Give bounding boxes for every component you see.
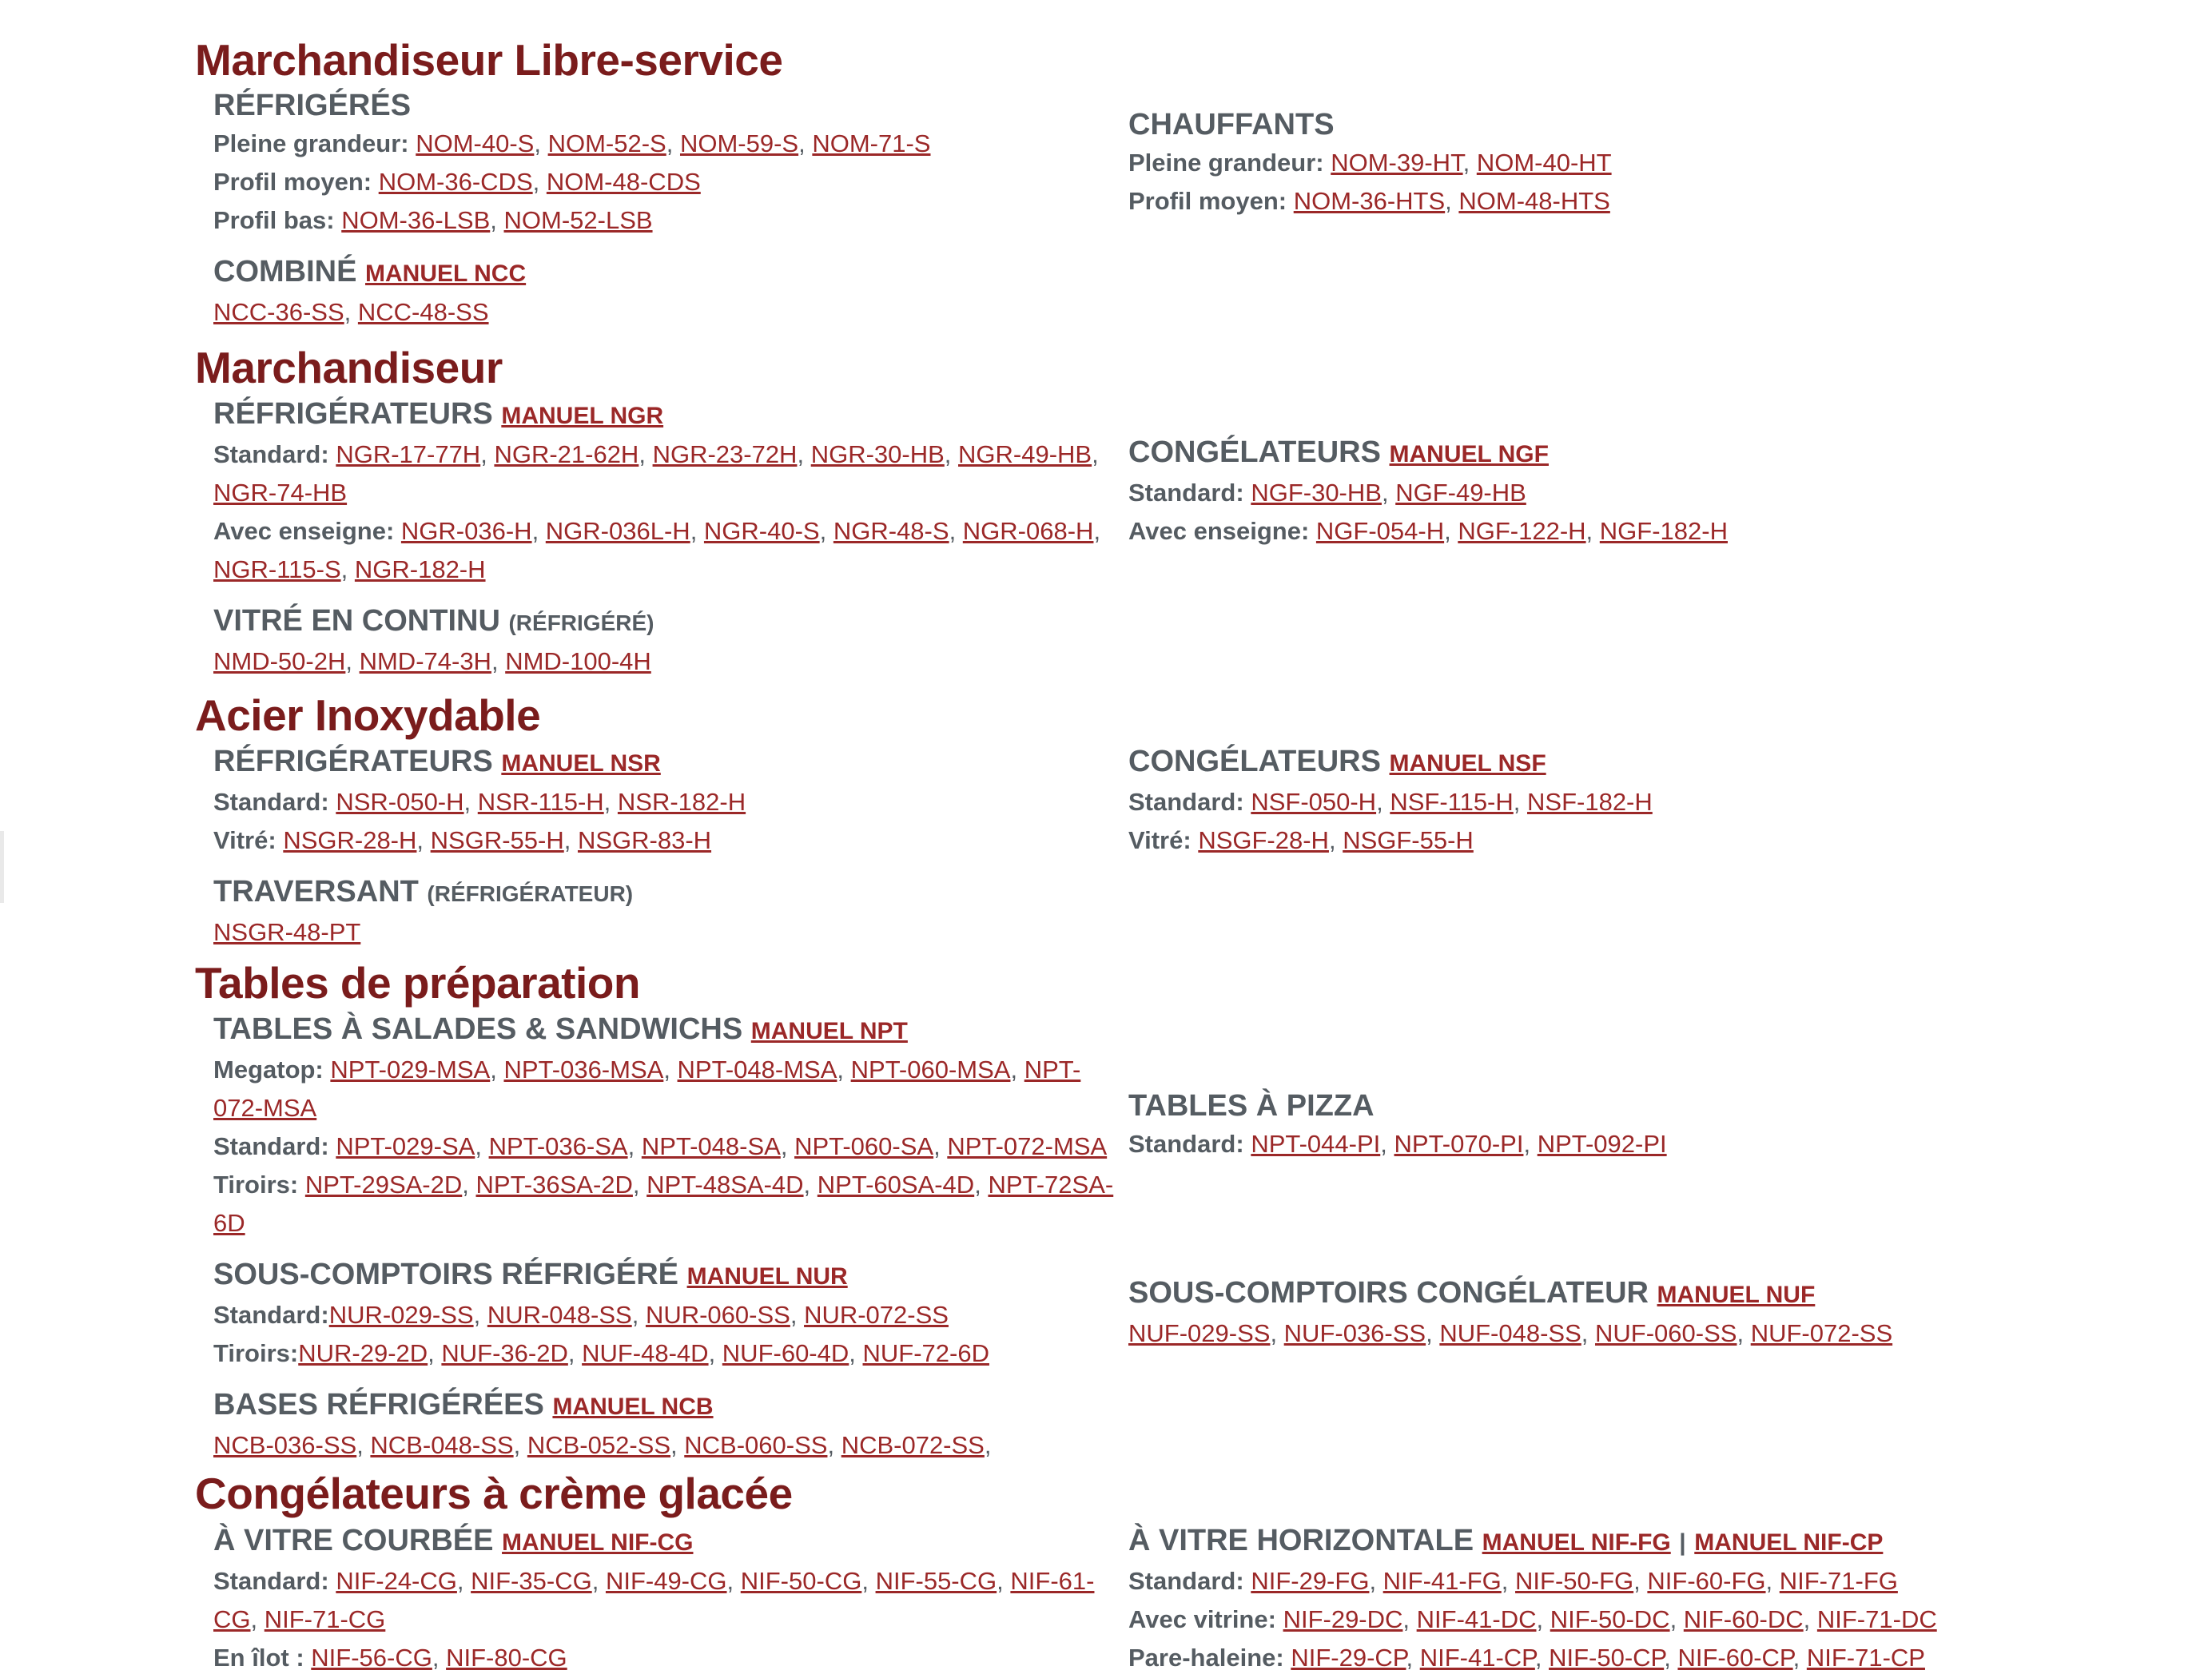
- group-sous-comptoirs-congelateur: [1128, 1274, 2039, 1353]
- model-link-nif-71-dc[interactable]: NIF-71-DC: [1816, 1605, 1937, 1633]
- model-link-nif-56-cg[interactable]: NIF-56-CG: [311, 1644, 432, 1672]
- manual-ngf-link[interactable]: MANUEL NGF: [1389, 441, 1549, 467]
- subsection-title-congelateurs: [1128, 433, 2039, 474]
- line-label: Avec vitrine:: [1128, 1605, 1276, 1633]
- model-link-nif-41-dc[interactable]: NIF-41-DC: [1416, 1605, 1537, 1633]
- model-link-npt-092-pi[interactable]: NPT-092-PI: [1537, 1130, 1667, 1158]
- model-link-ngr-74-hb[interactable]: NGR-74-HB: [213, 479, 348, 507]
- manual-nif-fg-link[interactable]: MANUEL NIF-FG: [1482, 1529, 1671, 1556]
- model-link-nif-41-cp[interactable]: NIF-41-CP: [1419, 1644, 1535, 1672]
- link-list: NSR-050-H, NSR-115-H, NSR-182-H: [336, 788, 746, 816]
- line-label: Pare-haleine:: [1128, 1644, 1284, 1672]
- subsection-title-vitre-horizontale: [1128, 1521, 2039, 1562]
- model-line: [213, 293, 1124, 332]
- line-label: Standard:: [1128, 479, 1244, 507]
- link-list: NPT-29SA-2D, NPT-36SA-2D, NPT-48SA-4D, NPT-60SA-4D,: [304, 1171, 981, 1199]
- model-link-ncc-36-ss[interactable]: NCC-36-SS: [213, 298, 344, 326]
- model-line: [1128, 512, 2039, 551]
- model-link-ncb-060-ss[interactable]: NCB-060-SS: [684, 1431, 828, 1459]
- link-list: NMD-50-2H, NMD-74-3H, NMD-100-4H: [213, 647, 651, 675]
- model-line: [1128, 144, 2039, 182]
- line-label: Standard:: [213, 788, 329, 816]
- group-chauffants: [1128, 105, 2039, 221]
- group-tables-pizza: [1128, 1087, 2039, 1163]
- manual-ncb-link[interactable]: MANUEL NCB: [552, 1394, 714, 1420]
- model-link-nuf-048-ss[interactable]: NUF-048-SS: [1439, 1319, 1581, 1347]
- model-line: [1128, 182, 2039, 221]
- line-label: Standard:: [213, 1132, 329, 1160]
- model-link-nif-80-cg[interactable]: NIF-80-CG: [446, 1644, 567, 1672]
- model-link-ngr-182-h[interactable]: NGR-182-H: [354, 555, 486, 583]
- model-link-ngr-036l-h[interactable]: NGR-036L-H: [545, 517, 690, 545]
- model-line: [213, 913, 1124, 952]
- model-link-nsgr-48-pt[interactable]: NSGR-48-PT: [213, 918, 361, 946]
- model-link-npt-048-sa[interactable]: NPT-048-SA: [641, 1132, 781, 1160]
- model-link-nom-36-hts[interactable]: NOM-36-HTS: [1293, 187, 1446, 215]
- link-list: NIF-29-FG, NIF-41-FG, NIF-50-FG, NIF-60-FG, NIF-71-FG: [1251, 1567, 1898, 1595]
- model-link-nsr-050-h[interactable]: NSR-050-H: [336, 788, 464, 816]
- model-link-nif-29-fg[interactable]: NIF-29-FG: [1251, 1567, 1370, 1595]
- model-link-npt-48sa-4d[interactable]: NPT-48SA-4D: [646, 1171, 804, 1199]
- subsection-title-tables-salades: [213, 1010, 1124, 1051]
- subsection-title-refrigerateurs: [213, 395, 1124, 435]
- model-line: CG, NIF-71-CG: [213, 1605, 386, 1633]
- subsection-label: RÉFRIGÉRATEURS: [213, 745, 493, 778]
- line-label: Tiroirs:: [213, 1171, 299, 1199]
- subsection-label: COMBINÉ: [213, 255, 357, 288]
- line-label: Tiroirs:: [213, 1339, 299, 1367]
- model-link-nsgr-28-h[interactable]: NSGR-28-H: [283, 826, 417, 854]
- model-link-nsf-050-h[interactable]: NSF-050-H: [1251, 788, 1377, 816]
- manual-nuf-link[interactable]: MANUEL NUF: [1657, 1282, 1816, 1308]
- model-link-nsgf-55-h[interactable]: NSGF-55-H: [1343, 826, 1474, 854]
- model-link-npt-072-msa[interactable]: NPT-: [1024, 1056, 1081, 1084]
- link-list: NIF-56-CG, NIF-80-CG: [311, 1644, 567, 1672]
- model-link-nif-60-cp[interactable]: NIF-60-CP: [1677, 1644, 1793, 1672]
- group-congelateurs-ngf: [1128, 433, 2039, 551]
- model-link-nif-35-cg[interactable]: NIF-35-CG: [471, 1567, 592, 1595]
- subsection-title-bases-refrigerees: [213, 1386, 1124, 1426]
- link-list: NSF-050-H, NSF-115-H, NSF-182-H: [1251, 788, 1653, 816]
- model-link-nsgf-28-h[interactable]: NSGF-28-H: [1198, 826, 1329, 854]
- model-line: [213, 783, 1124, 821]
- link-list: NCC-36-SS, NCC-48-SS: [213, 298, 489, 326]
- manual-nsr-link[interactable]: MANUEL NSR: [501, 750, 661, 777]
- model-link-ngf-122-h[interactable]: NGF-122-H: [1458, 517, 1586, 545]
- link-list: NUF-029-SS, NUF-036-SS, NUF-048-SS, NUF-060-SS, NUF-072-SS: [1128, 1319, 1893, 1347]
- model-line: [213, 642, 1124, 681]
- subsection-title-chauffants: CHAUFFANTS: [1128, 108, 1335, 141]
- model-link-npt-72sa-6d[interactable]: NPT-72SA-: [988, 1171, 1114, 1199]
- manual-separator: |: [1679, 1529, 1686, 1556]
- subsection-title-sous-comptoirs-congelateur: [1128, 1274, 2039, 1314]
- model-link-nif-29-cp[interactable]: NIF-29-CP: [1291, 1644, 1406, 1672]
- model-line: [213, 1562, 1124, 1600]
- line-label: Standard:: [213, 440, 329, 468]
- model-link-nsf-182-h[interactable]: NSF-182-H: [1527, 788, 1653, 816]
- model-link-ncb-072-ss[interactable]: NCB-072-SS: [841, 1431, 985, 1459]
- line-label: Standard:: [213, 1301, 329, 1329]
- link-list: [265, 1605, 386, 1633]
- link-list: [213, 918, 360, 946]
- model-line: [213, 1051, 1124, 1089]
- line-label: Standard:: [1128, 1130, 1244, 1158]
- link-list: NUR-029-SS, NUR-048-SS, NUR-060-SS, NUR-072-SS: [328, 1301, 949, 1329]
- model-link-npt-070-pi[interactable]: NPT-070-PI: [1394, 1130, 1524, 1158]
- line-label: Profil bas:: [213, 206, 335, 234]
- line-label: Vitré:: [1128, 826, 1192, 854]
- model-link-npt-029-sa[interactable]: NPT-029-SA: [336, 1132, 475, 1160]
- link-list: [213, 479, 347, 507]
- model-link-nuf-60-4d[interactable]: NUF-60-4D: [722, 1339, 849, 1367]
- model-line: [213, 1296, 1124, 1334]
- model-line: [1128, 783, 2039, 821]
- model-link-ngr-23-72h[interactable]: NGR-23-72H: [652, 440, 798, 468]
- manual-ncc-link[interactable]: MANUEL NCC: [365, 260, 527, 287]
- model-link-ngf-30-hb[interactable]: NGF-30-HB: [1251, 479, 1382, 507]
- link-list: NOM-39-HT, NOM-40-HT: [1331, 149, 1612, 177]
- model-link-npt-60sa-4d[interactable]: NPT-60SA-4D: [817, 1171, 975, 1199]
- link-list: NIF-24-CG, NIF-35-CG, NIF-49-CG, NIF-50-CG, NIF-55-CG,: [336, 1567, 1004, 1595]
- model-link-nom-71-s[interactable]: NOM-71-S: [812, 129, 931, 157]
- model-link-nom-48-cds[interactable]: NOM-48-CDS: [546, 168, 701, 196]
- line-label: Avec enseigne:: [213, 517, 395, 545]
- model-line: [1128, 474, 2039, 512]
- link-list: NOM-36-LSB, NOM-52-LSB: [341, 206, 653, 234]
- subsection-label: CONGÉLATEURS: [1128, 745, 1381, 778]
- model-line: [213, 163, 1124, 201]
- subsection-title-refrigeres: RÉFRIGÉRÉS: [213, 89, 412, 122]
- model-line: [213, 551, 1124, 589]
- model-link-ngr-036-h[interactable]: NGR-036-H: [400, 517, 532, 545]
- subsection-label: TRAVERSANT: [213, 875, 419, 909]
- subsection-title-sous-comptoirs-refrigere: [213, 1255, 1124, 1296]
- model-link-nuf-060-ss[interactable]: NUF-060-SS: [1595, 1319, 1737, 1347]
- line-label: Megatop:: [213, 1056, 324, 1084]
- model-line: [1128, 1562, 2039, 1600]
- model-link-ngr-115-s[interactable]: NGR-115-S: [213, 555, 341, 583]
- model-link-ngr-17-77h[interactable]: NGR-17-77H: [336, 440, 481, 468]
- model-link-nif-71-fg[interactable]: NIF-71-FG: [1779, 1567, 1898, 1595]
- group-refrigerateurs-ngr: [213, 395, 1124, 681]
- model-link-ngr-21-62h[interactable]: NGR-21-62H: [494, 440, 639, 468]
- section-title-acier-inoxydable: Acier Inoxydable: [195, 690, 541, 740]
- model-link-nuf-036-ss[interactable]: NUF-036-SS: [1283, 1319, 1426, 1347]
- line-label: Standard:: [1128, 1567, 1244, 1595]
- link-list: NOM-36-HTS, NOM-48-HTS: [1293, 187, 1610, 215]
- group-refrigeres: [213, 86, 1124, 332]
- model-link-nom-48-hts[interactable]: NOM-48-HTS: [1458, 187, 1610, 215]
- model-link-nom-36-cds[interactable]: NOM-36-CDS: [378, 168, 533, 196]
- link-list: NGF-30-HB, NGF-49-HB: [1251, 479, 1526, 507]
- subsection-label: À VITRE HORIZONTALE: [1128, 1524, 1474, 1557]
- subsection-label: SOUS-COMPTOIRS RÉFRIGÉRÉ: [213, 1258, 679, 1291]
- model-line: [1128, 1125, 2039, 1163]
- section-title-marchandiseur: Marchandiseur: [195, 343, 503, 392]
- model-link-npt-048-msa[interactable]: NPT-048-MSA: [677, 1056, 837, 1084]
- manual-npt-link[interactable]: MANUEL NPT: [750, 1018, 908, 1044]
- link-list: NIF-29-DC, NIF-41-DC, NIF-50-DC, NIF-60-DC, NIF-71-DC: [1283, 1605, 1937, 1633]
- model-line: [1128, 821, 2039, 860]
- link-list: NPT-029-MSA, NPT-036-MSA, NPT-048-MSA, NPT-060-MSA,: [330, 1056, 1018, 1084]
- model-line: [213, 474, 1124, 512]
- model-link-nsgr-83-h[interactable]: NSGR-83-H: [577, 826, 712, 854]
- manual-nif-cg-link[interactable]: MANUEL NIF-CG: [502, 1529, 694, 1556]
- section-title-tables-de-preparation: Tables de préparation: [195, 958, 640, 1008]
- model-link-npt-060-sa[interactable]: NPT-060-SA: [794, 1132, 934, 1160]
- model-link-nsr-115-h[interactable]: NSR-115-H: [477, 788, 604, 816]
- model-link-nur-048-ss[interactable]: NUR-048-SS: [487, 1301, 632, 1329]
- subsection-qualifier: (RÉFRIGÉRÉ): [508, 610, 654, 635]
- manual-ngr-link[interactable]: MANUEL NGR: [501, 403, 664, 429]
- line-label: En îlot :: [213, 1644, 304, 1672]
- line-label: Pleine grandeur:: [213, 129, 409, 157]
- model-line: [213, 821, 1124, 860]
- line-label: Standard:: [213, 1567, 329, 1595]
- link-list: NCB-036-SS, NCB-048-SS, NCB-052-SS, NCB-060-SS, NCB-072-SS,: [213, 1431, 992, 1459]
- model-link-ngr-30-hb[interactable]: NGR-30-HB: [810, 440, 945, 468]
- model-link-nom-39-ht[interactable]: NOM-39-HT: [1331, 149, 1463, 177]
- model-link-nsf-115-h[interactable]: NSF-115-H: [1390, 788, 1514, 816]
- subsection-label: À VITRE COURBÉE: [213, 1524, 494, 1557]
- link-list: NUR-29-2D, NUF-36-2D, NUF-48-4D, NUF-60-4D, NUF-72-6D: [298, 1339, 989, 1367]
- model-link-ngr-49-hb[interactable]: NGR-49-HB: [958, 440, 1092, 468]
- model-link-nif-60-dc[interactable]: NIF-60-DC: [1683, 1605, 1804, 1633]
- model-link-ncb-052-ss[interactable]: NCB-052-SS: [527, 1431, 671, 1459]
- model-link-nuf-029-ss[interactable]: NUF-029-SS: [1128, 1319, 1271, 1347]
- line-label: Profil moyen:: [1128, 187, 1287, 215]
- model-link-nom-36-lsb[interactable]: NOM-36-LSB: [341, 206, 491, 234]
- link-list: NIF-29-CP, NIF-41-CP, NIF-50-CP, NIF-60-CP, NIF-71-CP: [1291, 1644, 1925, 1672]
- model-link-nom-40-s[interactable]: NOM-40-S: [416, 129, 535, 157]
- model-link-ngr-48-s[interactable]: NGR-48-S: [833, 517, 949, 545]
- model-link-nif-41-fg[interactable]: NIF-41-FG: [1382, 1567, 1502, 1595]
- model-link-nom-52-lsb[interactable]: NOM-52-LSB: [503, 206, 653, 234]
- model-link-nmd-74-3h[interactable]: NMD-74-3H: [359, 647, 491, 675]
- model-link-nmd-100-4h[interactable]: NMD-100-4H: [505, 647, 651, 675]
- model-link-nif-71-cp[interactable]: NIF-71-CP: [1806, 1644, 1925, 1672]
- model-link-nuf-072-ss[interactable]: NUF-072-SS: [1750, 1319, 1893, 1347]
- subsection-qualifier: (RÉFRIGÉRATEUR): [427, 881, 634, 906]
- model-line: [1128, 1639, 2039, 1677]
- model-link-ncc-48-ss[interactable]: NCC-48-SS: [357, 298, 489, 326]
- subsection-label: SOUS-COMPTOIRS CONGÉLATEUR: [1128, 1276, 1649, 1310]
- model-line: [213, 125, 1124, 163]
- model-line: [213, 1334, 1124, 1373]
- group-vitre-courbee: [213, 1521, 1124, 1677]
- model-link-nuf-48-4d[interactable]: NUF-48-4D: [582, 1339, 709, 1367]
- line-label: Standard:: [1128, 788, 1244, 816]
- group-congelateurs-nsf: [1128, 742, 2039, 860]
- model-link-npt-036-sa[interactable]: NPT-036-SA: [488, 1132, 628, 1160]
- model-link-ncb-036-ss[interactable]: NCB-036-SS: [213, 1431, 357, 1459]
- model-line: [213, 1127, 1124, 1166]
- section-title-libre-service: Marchandiseur Libre-service: [195, 35, 783, 85]
- subsection-label: TABLES À SALADES & SANDWICHS: [213, 1012, 743, 1046]
- model-link-npt-036-msa[interactable]: NPT-036-MSA: [503, 1056, 664, 1084]
- model-link-ngr-068-h[interactable]: NGR-068-H: [962, 517, 1094, 545]
- model-line: [213, 1426, 1124, 1465]
- model-link-npt-72sa-6d[interactable]: 6D: [213, 1209, 245, 1237]
- link-list: NPT-044-PI, NPT-070-PI, NPT-092-PI: [1251, 1130, 1667, 1158]
- model-link-nom-52-s[interactable]: NOM-52-S: [547, 129, 666, 157]
- model-link-nur-29-2d[interactable]: NUR-29-2D: [298, 1339, 428, 1367]
- model-line: [213, 512, 1124, 551]
- link-list: NSGR-28-H, NSGR-55-H, NSGR-83-H: [283, 826, 712, 854]
- subsection-title-refrigerateurs: [213, 742, 1124, 783]
- model-link-npt-072-msa[interactable]: 072-MSA: [213, 1094, 317, 1122]
- model-link-nsr-182-h[interactable]: NSR-182-H: [617, 788, 746, 816]
- model-link-npt-029-msa[interactable]: NPT-029-MSA: [330, 1056, 491, 1084]
- model-link-nif-50-cg[interactable]: NIF-50-CG: [740, 1567, 862, 1595]
- subsection-title-combine: [213, 252, 1124, 293]
- manual-nur-link[interactable]: MANUEL NUR: [686, 1263, 848, 1290]
- subsection-label: CONGÉLATEURS: [1128, 435, 1381, 469]
- subsection-label: VITRÉ EN CONTINU: [213, 604, 500, 638]
- group-vitre-horizontale: [1128, 1521, 2039, 1677]
- model-link-nif-60-fg[interactable]: NIF-60-FG: [1647, 1567, 1766, 1595]
- model-link-nif-50-dc[interactable]: NIF-50-DC: [1550, 1605, 1670, 1633]
- subsection-label: BASES RÉFRIGÉRÉES: [213, 1388, 544, 1422]
- model-link-ngf-054-h[interactable]: NGF-054-H: [1315, 517, 1445, 545]
- group-refrigerateurs-nsr: [213, 742, 1124, 952]
- link-list: NGR-115-S, NGR-182-H: [213, 555, 486, 583]
- model-link-npt-060-msa[interactable]: NPT-060-MSA: [850, 1056, 1011, 1084]
- subsection-title-vitre-courbee: [213, 1521, 1124, 1562]
- link-list: NPT-029-SA, NPT-036-SA, NPT-048-SA, NPT-060-SA, NPT-072-MSA: [336, 1132, 1108, 1160]
- subsection-title-tables-pizza: TABLES À PIZZA: [1128, 1089, 1375, 1123]
- model-line: [1128, 1314, 2039, 1353]
- model-link-ngr-40-s[interactable]: NGR-40-S: [703, 517, 820, 545]
- model-link-nif-61-cg[interactable]: CG: [213, 1605, 251, 1633]
- model-line: [1128, 1600, 2039, 1639]
- model-link-nmd-50-2h[interactable]: NMD-50-2H: [213, 647, 346, 675]
- model-link-nif-71-cg[interactable]: NIF-71-CG: [264, 1605, 386, 1633]
- model-link-ngf-182-h[interactable]: NGF-182-H: [1599, 517, 1728, 545]
- link-list: NGF-054-H, NGF-122-H, NGF-182-H: [1315, 517, 1728, 545]
- model-link-nif-29-dc[interactable]: NIF-29-DC: [1283, 1605, 1403, 1633]
- model-link-nsgr-55-h[interactable]: NSGR-55-H: [430, 826, 564, 854]
- model-link-nuf-36-2d[interactable]: NUF-36-2D: [441, 1339, 568, 1367]
- link-list: NSGF-28-H, NSGF-55-H: [1198, 826, 1474, 854]
- model-line: [213, 201, 1124, 240]
- model-link-nif-50-fg[interactable]: NIF-50-FG: [1515, 1567, 1634, 1595]
- subsection-title-congelateurs: [1128, 742, 2039, 783]
- model-line: [213, 1204, 1124, 1243]
- model-link-nom-40-ht[interactable]: NOM-40-HT: [1476, 149, 1612, 177]
- link-list: NOM-36-CDS, NOM-48-CDS: [378, 168, 701, 196]
- model-link-ngf-49-hb[interactable]: NGF-49-HB: [1395, 479, 1526, 507]
- model-link-nif-61-cg[interactable]: NIF-61-: [1010, 1567, 1095, 1595]
- manual-nif-cp-link[interactable]: MANUEL NIF-CP: [1694, 1529, 1884, 1556]
- model-link-nif-55-cg[interactable]: NIF-55-CG: [875, 1567, 997, 1595]
- model-link-nur-060-ss[interactable]: NUR-060-SS: [645, 1301, 790, 1329]
- line-label: Vitré:: [213, 826, 276, 854]
- model-link-nom-59-s[interactable]: NOM-59-S: [679, 129, 799, 157]
- model-link-ncb-048-ss[interactable]: NCB-048-SS: [370, 1431, 514, 1459]
- manual-nsf-link[interactable]: MANUEL NSF: [1389, 750, 1546, 777]
- page-edge-tab: [0, 831, 4, 903]
- model-link-npt-29sa-2d[interactable]: NPT-29SA-2D: [304, 1171, 463, 1199]
- subsection-title-vitre-en-continu: [213, 602, 1124, 642]
- link-list: NGR-036-H, NGR-036L-H, NGR-40-S, NGR-48-S, NGR-068-H,: [400, 517, 1101, 545]
- model-link-nif-50-cp[interactable]: NIF-50-CP: [1549, 1644, 1665, 1672]
- model-line: [213, 1166, 1124, 1204]
- group-tables-salades: [213, 1010, 1124, 1465]
- subsection-title-traversant: [213, 873, 1124, 913]
- model-link-nuf-72-6d[interactable]: NUF-72-6D: [862, 1339, 989, 1367]
- line-label: Avec enseigne:: [1128, 517, 1310, 545]
- model-link-nif-49-cg[interactable]: NIF-49-CG: [605, 1567, 727, 1595]
- model-line: [213, 1639, 1124, 1677]
- model-link-npt-36sa-2d[interactable]: NPT-36SA-2D: [475, 1171, 633, 1199]
- link-list: NOM-40-S, NOM-52-S, NOM-59-S, NOM-71-S: [416, 129, 931, 157]
- section-title-congelateurs-creme-glacee: Congélateurs à crème glacée: [195, 1469, 793, 1518]
- subsection-label: RÉFRIGÉRATEURS: [213, 397, 493, 431]
- model-link-npt-044-pi[interactable]: NPT-044-PI: [1251, 1130, 1381, 1158]
- model-line: [213, 1089, 1124, 1127]
- model-link-nur-072-ss[interactable]: NUR-072-SS: [804, 1301, 949, 1329]
- line-label: Pleine grandeur:: [1128, 149, 1324, 177]
- line-label: Profil moyen:: [213, 168, 372, 196]
- link-list: NGR-17-77H, NGR-21-62H, NGR-23-72H, NGR-30-HB, NGR-49-HB,: [336, 440, 1099, 468]
- model-link-nif-24-cg[interactable]: NIF-24-CG: [336, 1567, 457, 1595]
- model-link-npt-072-msa[interactable]: NPT-072-MSA: [947, 1132, 1108, 1160]
- model-line: [213, 435, 1124, 474]
- model-link-nur-029-ss[interactable]: NUR-029-SS: [328, 1301, 474, 1329]
